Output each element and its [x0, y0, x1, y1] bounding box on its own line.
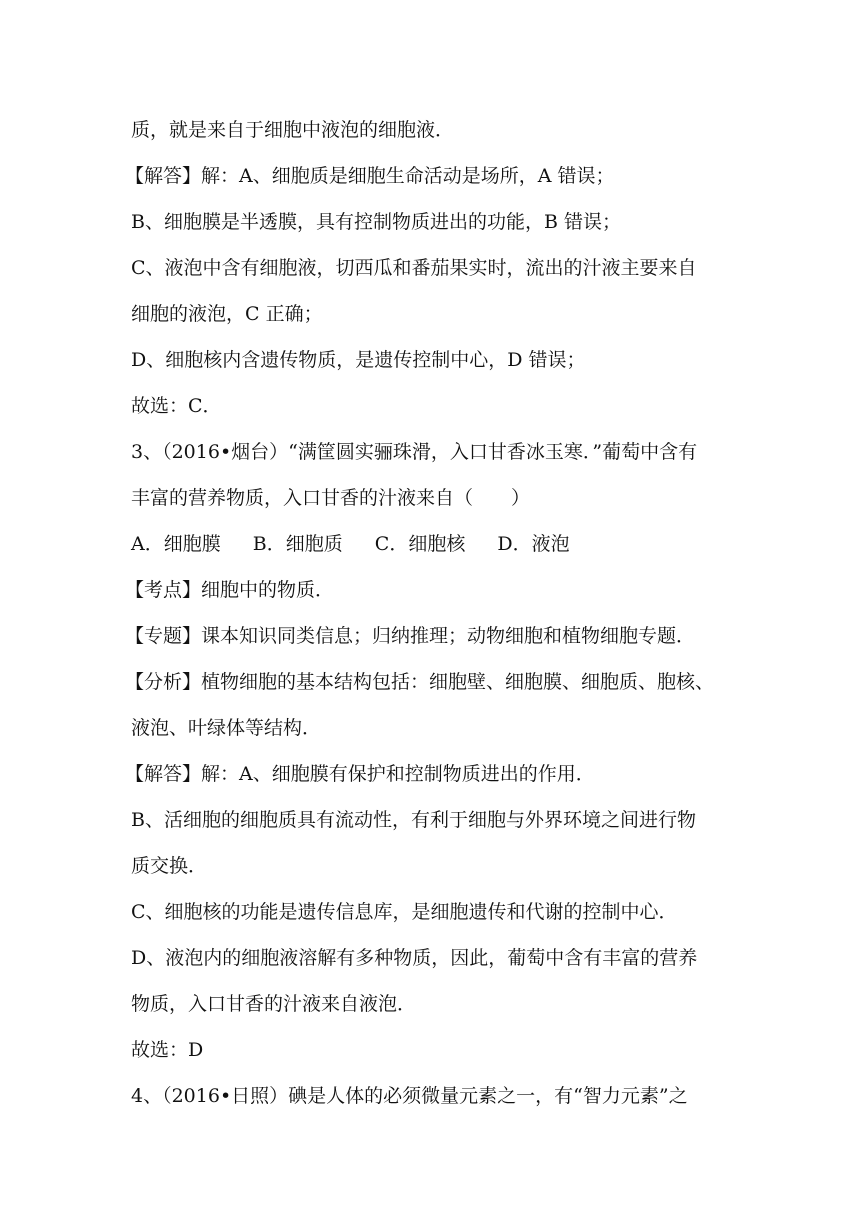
text-line: D、液泡内的细胞液溶解有多种物质，因此，葡萄中含有丰富的营养	[131, 947, 698, 969]
topic-line: 【考点】细胞中的物质．	[125, 579, 335, 601]
text-line: C、液泡中含有细胞液，切西瓜和番茄果实时，流出的汁液主要来自	[131, 257, 697, 279]
text-line: B、活细胞的细胞质具有流动性，有利于细胞与外界环境之间进行物	[131, 809, 696, 831]
analysis-line: 【分析】植物细胞的基本结构包括：细胞壁、细胞膜、细胞质、胞核、	[125, 671, 715, 693]
document-content	[125, 107, 731, 1119]
text-line: 物质，入口甘香的汁液来自液泡．	[131, 993, 417, 1015]
conclusion-line: 故选：D	[131, 1039, 204, 1061]
text-line: B、细胞膜是半透膜，具有控制物质进出的功能，B 错误；	[131, 211, 621, 233]
text-line: D、细胞核内含遗传物质，是遗传控制中心，D 错误；	[131, 349, 586, 371]
answer-line: 【解答】解：A、细胞膜有保护和控制物质进出的作用．	[125, 763, 595, 785]
conclusion-line: 故选：C．	[131, 395, 222, 417]
text-line: C、细胞核的功能是遗传信息库，是细胞遗传和代谢的控制中心．	[131, 901, 678, 923]
text-line: 液泡、叶绿体等结构．	[131, 717, 322, 739]
option-c: C．细胞核	[374, 533, 466, 555]
answer-options	[131, 521, 731, 567]
text-line: 质，就是来自于细胞中液泡的细胞液．	[131, 119, 455, 141]
option-d: D．液泡	[497, 533, 570, 555]
question-line: 3、（2016•烟台）“满筐圆实骊珠滑，入口甘香冰玉寒．”葡萄中含有	[131, 441, 698, 463]
question-line: 丰富的营养物质，入口甘香的汁液来自（ ）	[131, 487, 531, 509]
text-line: 细胞的液泡，C 正确；	[131, 303, 323, 325]
question-line: 4、（2016•日照）碘是人体的必须微量元素之一，有“智力元素”之	[131, 1085, 688, 1107]
option-a: A．细胞膜	[131, 533, 221, 555]
subject-line: 【专题】课本知识同类信息；归纳推理；动物细胞和植物细胞专题．	[125, 625, 696, 647]
text-line: 质交换．	[131, 855, 208, 877]
option-b: B．细胞质	[252, 533, 343, 555]
answer-line: 【解答】解：A、细胞质是细胞生命活动是场所，A 错误；	[125, 165, 615, 187]
